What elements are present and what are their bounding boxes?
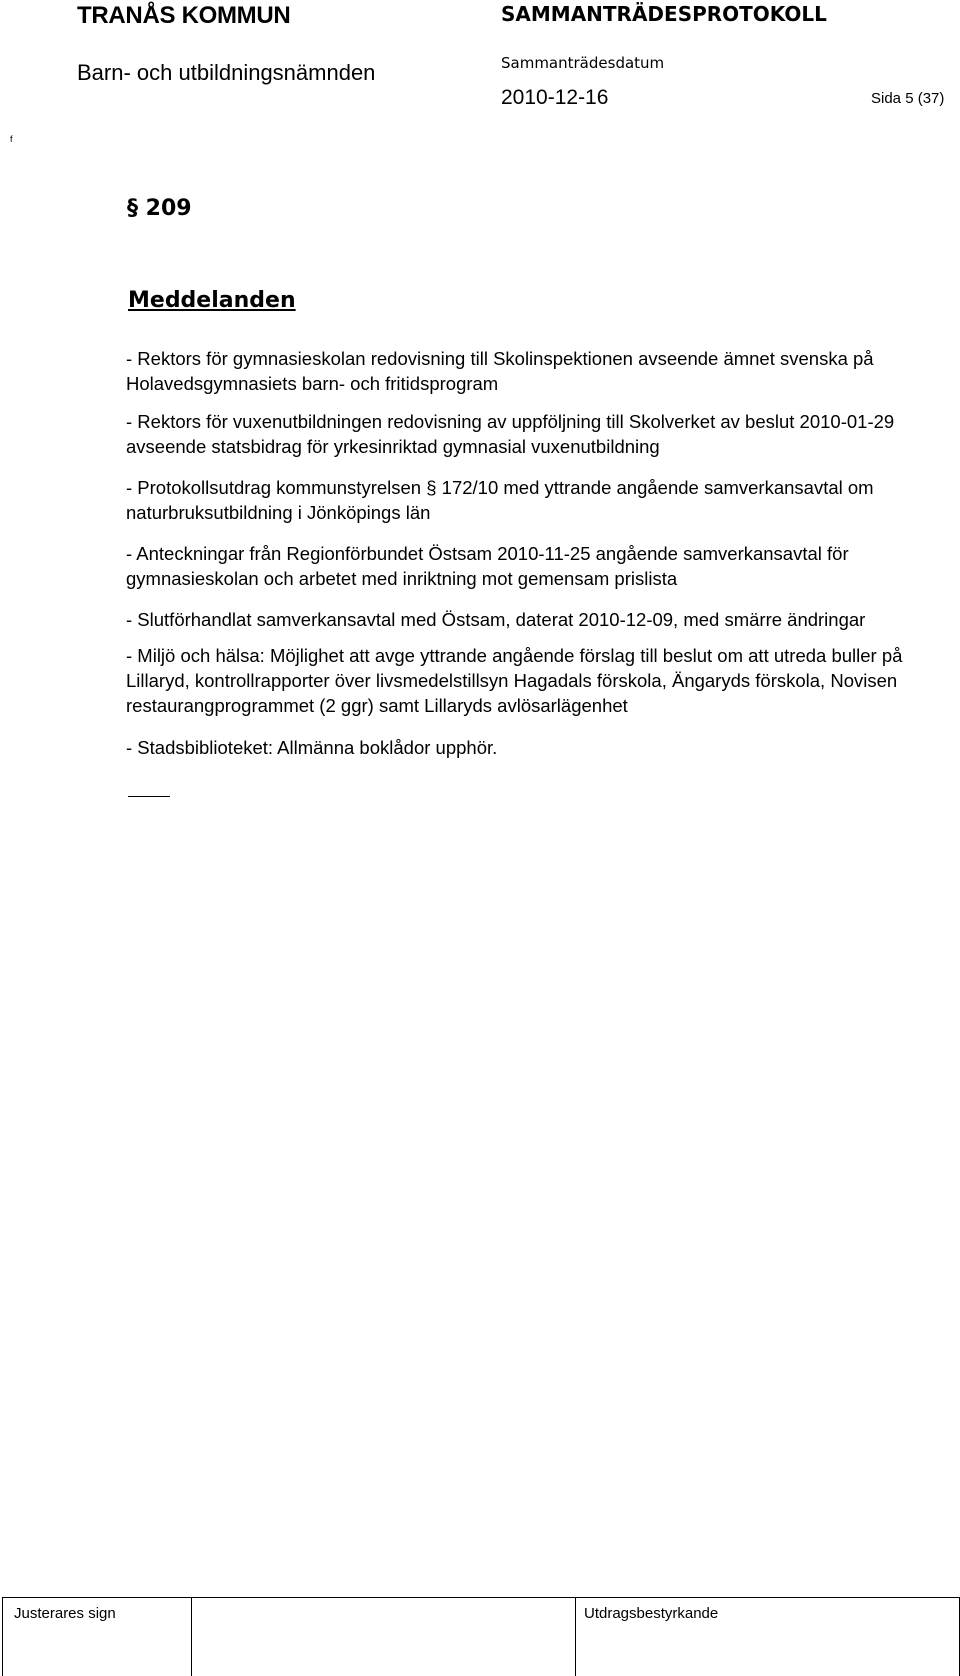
list-item: - Slutförhandlat samverkansavtal med Östsam, daterat 2010-12-09, med smärre ändringar (126, 609, 866, 630)
extract-certification-label: Utdragsbestyrkande (584, 1605, 719, 1622)
list-item: - Protokollsutdrag kommunstyrelsen § 172/10 med yttrande angående samverkansavtal om naturbruksutbildning i Jönköpings län (126, 477, 874, 523)
committee-name: Barn- och utbildningsnämnden (77, 60, 376, 85)
footer-divider (191, 1598, 192, 1676)
adjusters-sign-label: Justerares sign (14, 1605, 116, 1622)
list-item: - Stadsbiblioteket: Allmänna boklådor upphör. (126, 737, 498, 758)
list-item: - Rektors för gymnasieskolan redovisning till Skolinspektionen avseende ämnet svenska på Holavedsgymnasiets barn- och fritidsprogram (126, 348, 874, 394)
signature-footer (2, 1597, 960, 1676)
list-item: - Rektors för vuxenutbildningen redovisning av uppföljning till Skolverket av beslut 2010-01-29 avseende statsbidrag för yrkesinriktad gymnasial vuxenutbildning (126, 411, 895, 457)
footer-divider (575, 1598, 576, 1676)
document-type: SAMMANTRÄDESPROTOKOLL (501, 2, 827, 26)
margin-mark: f (10, 134, 13, 144)
end-rule (128, 796, 170, 797)
meeting-date: 2010-12-16 (501, 86, 609, 109)
meeting-date-label: Sammanträdesdatum (501, 54, 665, 72)
list-item: - Anteckningar från Regionförbundet Östsam 2010-11-25 angående samverkansavtal för gymnasieskolan och arbetet med inriktning mot gemensam prislista (126, 543, 849, 589)
page-number: Sida 5 (37) (871, 90, 945, 107)
section-title: Meddelanden (128, 288, 296, 313)
municipality-name: TRANÅS KOMMUN (77, 2, 291, 29)
list-item: - Miljö och hälsa: Möjlighet att avge yttrande angående förslag till beslut om att utreda buller på Lillaryd, kontrollrapporter över livsmedelstillsyn Hagadals förskola, Ängaryds förskola, Novisen restaurangprogrammet (2 ggr) samt Lillaryds avlösarlägenhet (126, 645, 903, 716)
section-number: § 209 (127, 196, 192, 221)
